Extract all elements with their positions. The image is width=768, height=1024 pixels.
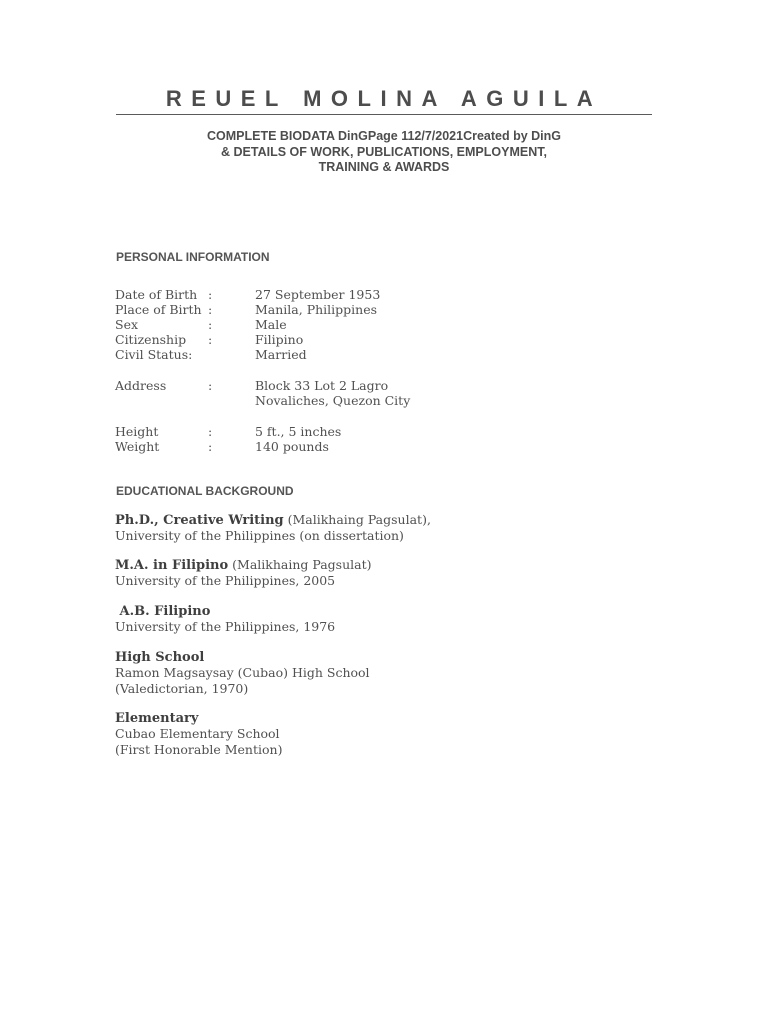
- field-label-civil-status: Civil Status:: [115, 347, 193, 362]
- education-degree-note: (Malikhaing Pagsulat): [228, 557, 372, 572]
- field-label-height: Height: [115, 424, 159, 439]
- field-label-sex: Sex: [115, 317, 139, 332]
- education-degree: Elementary: [115, 711, 199, 726]
- field-colon: :: [208, 302, 213, 317]
- education-honor: (Valedictorian, 1970): [115, 680, 249, 696]
- field-value-date-of-birth: 27 September 1953: [255, 287, 381, 302]
- subtitle-line: TRAINING & AWARDS: [318, 160, 450, 174]
- document-subtitle: [116, 129, 652, 176]
- field-colon: :: [208, 317, 213, 332]
- education-degree: A.B. Filipino: [115, 604, 211, 619]
- education-degree: High School: [115, 650, 205, 665]
- subtitle-line: COMPLETE BIODATA DinGPage 112/7/2021Created by DinG: [206, 129, 562, 143]
- field-value-civil-status: Married: [255, 347, 307, 362]
- field-value-place-of-birth: Manila, Philippines: [255, 302, 378, 317]
- education-school: University of the Philippines (on dissertation): [115, 528, 404, 544]
- field-label-date-of-birth: Date of Birth: [115, 287, 198, 302]
- education-entry-ma: [115, 557, 372, 589]
- education-school: University of the Philippines, 1976: [115, 619, 336, 635]
- education-degree: M.A. in Filipino: [115, 558, 229, 573]
- education-school: Ramon Magsaysay (Cubao) High School: [115, 665, 370, 681]
- education-entry-high-school: [115, 649, 370, 696]
- field-label-citizenship: Citizenship: [115, 332, 187, 347]
- field-colon: :: [208, 287, 213, 302]
- personal-info-heading: PERSONAL INFORMATION: [116, 250, 270, 264]
- field-value-height: 5 ft., 5 inches: [255, 424, 342, 439]
- field-value-address-line1: Block 33 Lot 2 Lagro: [255, 378, 389, 393]
- field-colon: :: [208, 424, 213, 439]
- field-label-weight: Weight: [115, 439, 160, 454]
- field-label-address: Address: [115, 378, 167, 393]
- education-honor: (First Honorable Mention): [115, 741, 283, 757]
- field-value-weight: 140 pounds: [255, 439, 329, 454]
- education-heading: EDUCATIONAL BACKGROUND: [116, 484, 294, 498]
- field-value-address-line2: Novaliches, Quezon City: [255, 393, 411, 408]
- education-degree-note: (Malikhaing Pagsulat),: [283, 512, 431, 527]
- title-divider: [116, 114, 652, 115]
- education-entry-ab: [115, 603, 335, 635]
- education-school: Cubao Elementary School: [115, 726, 280, 742]
- education-school: University of the Philippines, 2005: [115, 573, 336, 589]
- education-entry-phd: [115, 512, 431, 544]
- field-colon: :: [208, 439, 213, 454]
- field-colon: :: [208, 378, 213, 393]
- field-value-citizenship: Filipino: [255, 332, 304, 347]
- education-entry-elementary: [115, 710, 282, 757]
- subtitle-line: & DETAILS OF WORK, PUBLICATIONS, EMPLOYMENT,: [221, 144, 547, 159]
- education-degree: Ph.D., Creative Writing: [115, 513, 284, 528]
- person-name: REUEL MOLINA AGUILA: [165, 86, 603, 111]
- field-label-place-of-birth: Place of Birth: [115, 302, 202, 317]
- field-value-sex: Male: [255, 317, 287, 332]
- field-colon: :: [208, 332, 213, 347]
